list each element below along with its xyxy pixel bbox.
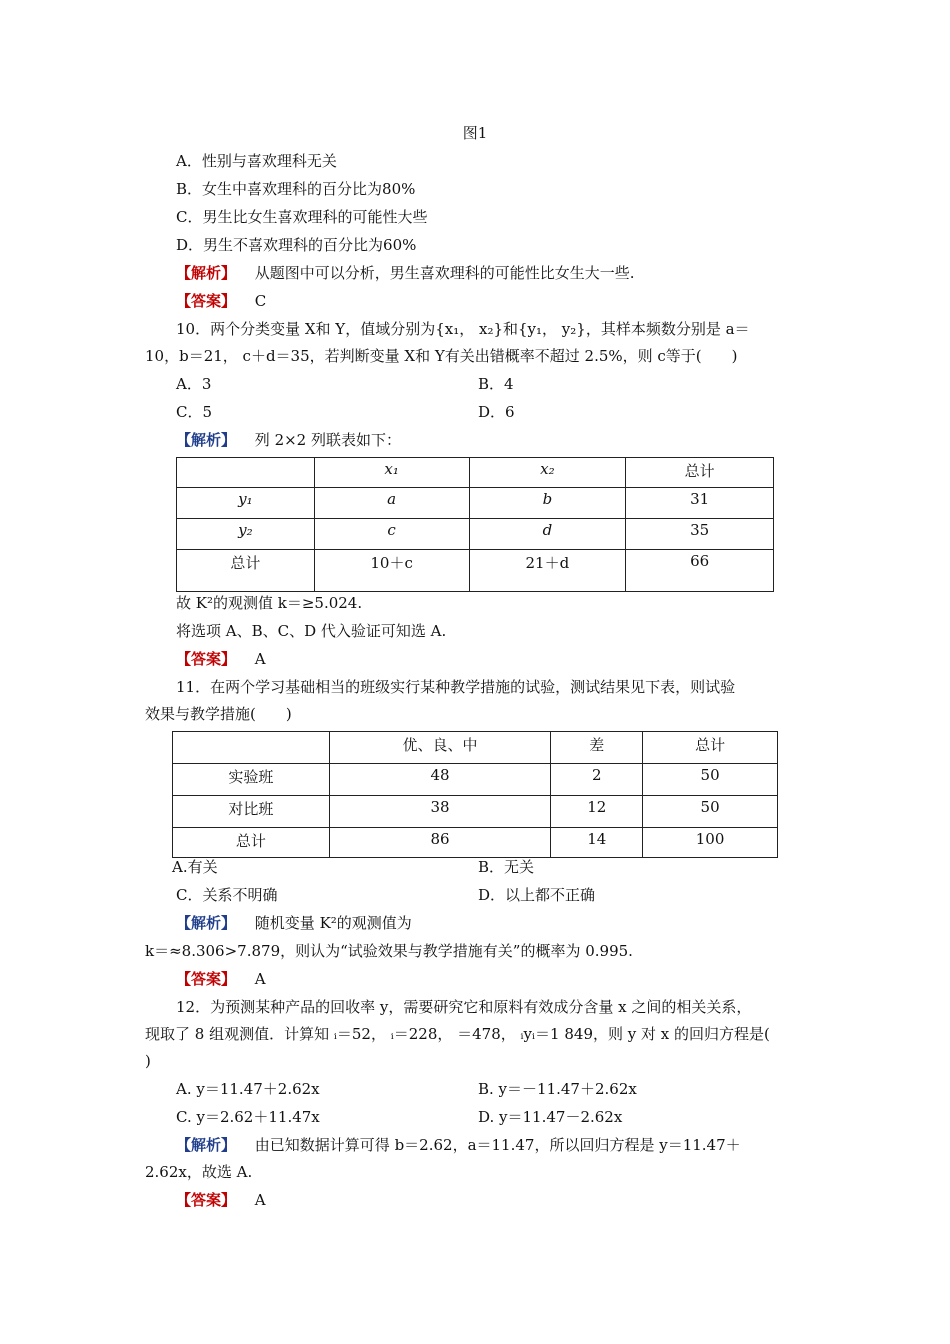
table-row <box>173 796 778 828</box>
table-row <box>173 764 778 796</box>
q11-analysis <box>176 913 412 933</box>
q11-stem-line2: 效果与教学措施( ) <box>145 705 292 723</box>
q9-answer-text: C <box>254 292 267 310</box>
table-cell: 差 <box>551 732 643 764</box>
q10-option-a: A．3 <box>176 375 212 393</box>
q10-option-d: D．6 <box>478 403 515 421</box>
table-cell: c <box>314 519 469 550</box>
table-cell: 86 <box>329 828 551 858</box>
table-row <box>177 458 774 488</box>
q9-answer <box>176 291 266 311</box>
q12-option-c: C. y＝2.62＋11.47x <box>176 1108 320 1126</box>
table-cell: y₂ <box>177 519 315 550</box>
q12-answer-text: A <box>254 1191 266 1209</box>
answer-tag: 【答案】 <box>176 292 237 310</box>
q10-option-b: B．4 <box>478 375 514 393</box>
table-cell: 50 <box>643 796 778 828</box>
table-cell: 35 <box>626 519 774 550</box>
table-cell: 总计 <box>643 732 778 764</box>
table-cell <box>173 732 330 764</box>
q9-option-b: B．女生中喜欢理科的百分比为80% <box>176 180 416 198</box>
table-cell: x₂ <box>469 458 626 488</box>
q10-after-line2: 将选项 A、B、C、D 代入验证可知选 A. <box>176 622 447 640</box>
answer-tag: 【答案】 <box>176 1191 237 1209</box>
q10-analysis-text: 列 2×2 列联表如下： <box>254 431 401 449</box>
q11-option-a: A.有关 <box>172 858 218 876</box>
table-cell: 31 <box>626 488 774 519</box>
figure-caption: 图1 <box>462 124 488 142</box>
table-cell: y₁ <box>177 488 315 519</box>
q10-option-c: C．5 <box>176 403 213 421</box>
q10-answer <box>176 649 266 669</box>
table-cell: 12 <box>551 796 643 828</box>
analysis-tag: 【解析】 <box>176 264 237 282</box>
table-cell: 总计 <box>173 828 330 858</box>
q12-stem-line2: 现取了 8 组观测值．计算知 ᵢ＝52， ᵢ＝228， ＝478， ᵢyᵢ＝1 849，则 y 对 x 的回归方程是( <box>145 1025 770 1043</box>
analysis-tag: 【解析】 <box>176 914 237 932</box>
analysis-tag: 【解析】 <box>176 431 237 449</box>
answer-tag: 【答案】 <box>176 970 237 988</box>
q10-stem-line1: 10．两个分类变量 X和 Y，值域分别为{x₁， x₂}和{y₁， y₂}，其样本频数分别是 a＝ <box>176 320 750 338</box>
answer-tag: 【答案】 <box>176 650 237 668</box>
q11-answer <box>176 969 266 989</box>
table-cell: d <box>469 519 626 550</box>
q12-option-b: B. y＝－11.47＋2.62x <box>478 1080 637 1098</box>
q12-option-a: A. y＝11.47＋2.62x <box>176 1080 320 1098</box>
q10-analysis <box>176 430 401 450</box>
table-row <box>173 732 778 764</box>
q9-analysis-text: 从题图中可以分析，男生喜欢理科的可能性比女生大一些. <box>254 264 635 282</box>
q12-stem-line1: 12．为预测某种产品的回收率 y，需要研究它和原料有效成分含量 x 之间的相关关系， <box>176 998 752 1016</box>
table-cell: 总计 <box>626 458 774 488</box>
q12-analysis <box>176 1135 741 1155</box>
q11-answer-text: A <box>254 970 266 988</box>
table-cell: 48 <box>329 764 551 796</box>
q11-stem-line1: 11．在两个学习基础相当的班级实行某种教学措施的试验，测试结果见下表，则试验 <box>176 678 736 696</box>
q12-analysis-text: 由已知数据计算可得 b＝2.62，a＝11.47，所以回归方程是 y＝11.47＋ <box>254 1136 741 1154</box>
q10-answer-text: A <box>254 650 266 668</box>
table-cell: 100 <box>643 828 778 858</box>
q9-option-d: D．男生不喜欢理科的百分比为60% <box>176 236 417 254</box>
table-cell: 实验班 <box>173 764 330 796</box>
q11-results-table <box>172 731 778 858</box>
table-cell: a <box>314 488 469 519</box>
table-row <box>177 519 774 550</box>
analysis-tag: 【解析】 <box>176 1136 237 1154</box>
q9-option-a: A．性别与喜欢理科无关 <box>176 152 337 170</box>
table-cell: 优、良、中 <box>329 732 551 764</box>
q12-stem-line3: ) <box>145 1052 151 1070</box>
q10-stem-line2: 10，b＝21， c＋d＝35，若判断变量 X和 Y有关出错概率不超过 2.5%，则 c等于( ) <box>145 347 738 365</box>
q10-after-line1: 故 K²的观测值 k＝≥5.024. <box>176 594 363 612</box>
table-row <box>173 828 778 858</box>
table-cell: 38 <box>329 796 551 828</box>
q9-analysis <box>176 263 635 283</box>
table-cell: 50 <box>643 764 778 796</box>
table-cell: x₁ <box>314 458 469 488</box>
q11-option-d: D．以上都不正确 <box>478 886 596 904</box>
q12-analysis-line2: 2.62x，故选 A. <box>145 1163 253 1181</box>
q11-option-c: C．关系不明确 <box>176 886 278 904</box>
table-cell: 66 <box>626 550 774 592</box>
table-cell: 2 <box>551 764 643 796</box>
q11-option-b: B．无关 <box>478 858 535 876</box>
q10-contingency-table <box>176 457 774 592</box>
table-cell: 对比班 <box>173 796 330 828</box>
q12-option-d: D. y＝11.47－2.62x <box>478 1108 623 1126</box>
q11-analysis-text: 随机变量 K²的观测值为 <box>254 914 412 932</box>
table-row <box>177 488 774 519</box>
q12-answer <box>176 1190 266 1210</box>
table-cell: b <box>469 488 626 519</box>
q11-after-line1: k＝≈8.306>7.879，则认为“试验效果与教学措施有关”的概率为 0.995. <box>145 942 633 960</box>
table-cell: 14 <box>551 828 643 858</box>
table-cell <box>177 458 315 488</box>
q9-option-c: C．男生比女生喜欢理科的可能性大些 <box>176 208 428 226</box>
table-cell: 10＋c <box>314 550 469 592</box>
table-cell: 总计 <box>177 550 315 592</box>
table-cell: 21＋d <box>469 550 626 592</box>
table-row <box>177 550 774 592</box>
